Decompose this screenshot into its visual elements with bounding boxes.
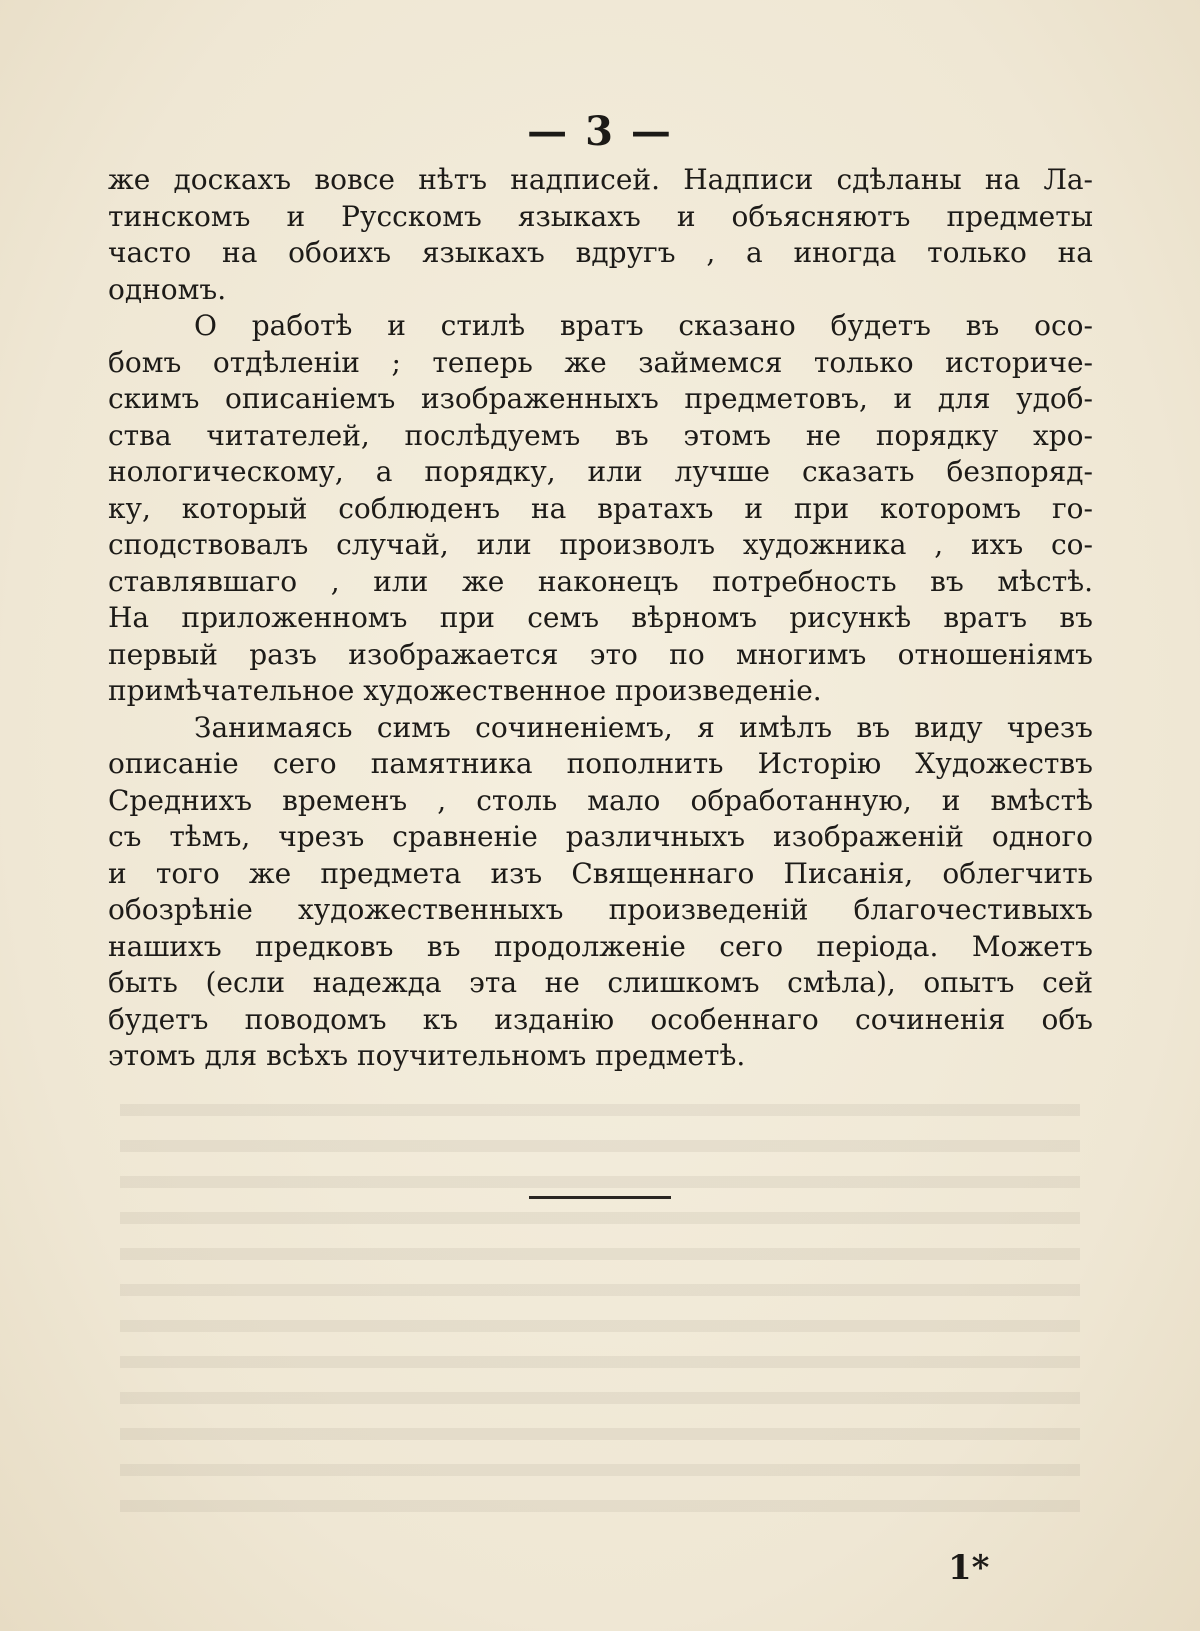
text-line: примѣчательное художественное произведеніе. (108, 674, 822, 707)
body-text (108, 162, 1093, 1075)
text-line: ку, который соблюденъ на вратахъ и при которомъ го- (108, 491, 1093, 525)
show-through-texture (120, 1090, 1080, 1530)
text-line: будетъ поводомъ къ изданію особеннаго сочиненія объ (108, 1002, 1093, 1036)
text-line: ставлявшаго , или же наконецъ потребность въ мѣстѣ. (108, 564, 1093, 598)
printer-signature-mark: 1* (948, 1548, 990, 1588)
text-line: нологическому, а порядку, или лучше сказать безпоряд- (108, 455, 1093, 488)
paragraph-start-line: О работѣ и стилѣ вратъ сказано будетъ въ осо- (194, 309, 1093, 342)
text-line: Среднихъ временъ , столь мало обработанную, и вмѣстѣ (108, 783, 1093, 817)
text-line: съ тѣмъ, чрезъ сравненіе различныхъ изображеній одного (108, 820, 1093, 853)
text-line: скимъ описаніемъ изображенныхъ предметовъ, и для удоб- (108, 382, 1093, 415)
section-divider (529, 1196, 671, 1199)
page-number: — 3 — (527, 108, 673, 155)
text-line: обозрѣніе художественныхъ произведеній благочестивыхъ (108, 893, 1093, 926)
text-line: и того же предмета изъ Священнаго Писанія, облегчить (108, 856, 1093, 890)
paragraph-start-line: Занимаясь симъ сочиненіемъ, я имѣлъ въ виду чрезъ (194, 710, 1093, 744)
text-line: нашихъ предковъ въ продолженіе сего періода. Можетъ (108, 929, 1093, 963)
text-line: На приложенномъ при семъ вѣрномъ рисункѣ вратъ въ (108, 601, 1093, 634)
text-line: тинскомъ и Русскомъ языкахъ и объясняютъ предметы (108, 199, 1093, 233)
text-line: описаніе сего памятника пополнить Исторію Художествъ (108, 747, 1093, 780)
text-line: же доскахъ вовсе нѣтъ надписей. Надписи сдѣланы на Ла- (108, 163, 1093, 196)
text-line: сподствовалъ случай, или произволъ художника , ихъ со- (108, 528, 1093, 561)
text-line: этомъ для всѣхъ поучительномъ предметѣ. (108, 1039, 746, 1072)
text-line: ства читателей, послѣдуемъ въ этомъ не порядку хро- (108, 418, 1093, 452)
text-line: одномъ. (108, 272, 227, 306)
text-line: быть (если надежда эта не слишкомъ смѣла), опытъ сей (108, 966, 1093, 999)
text-line: часто на обоихъ языкахъ вдругъ , а иногда только на (108, 236, 1093, 269)
text-line: бомъ отдѣленіи ; теперь же займемся только истoриче- (108, 345, 1093, 379)
text-line: первый разъ изображается это по многимъ отношеніямъ (108, 637, 1093, 671)
